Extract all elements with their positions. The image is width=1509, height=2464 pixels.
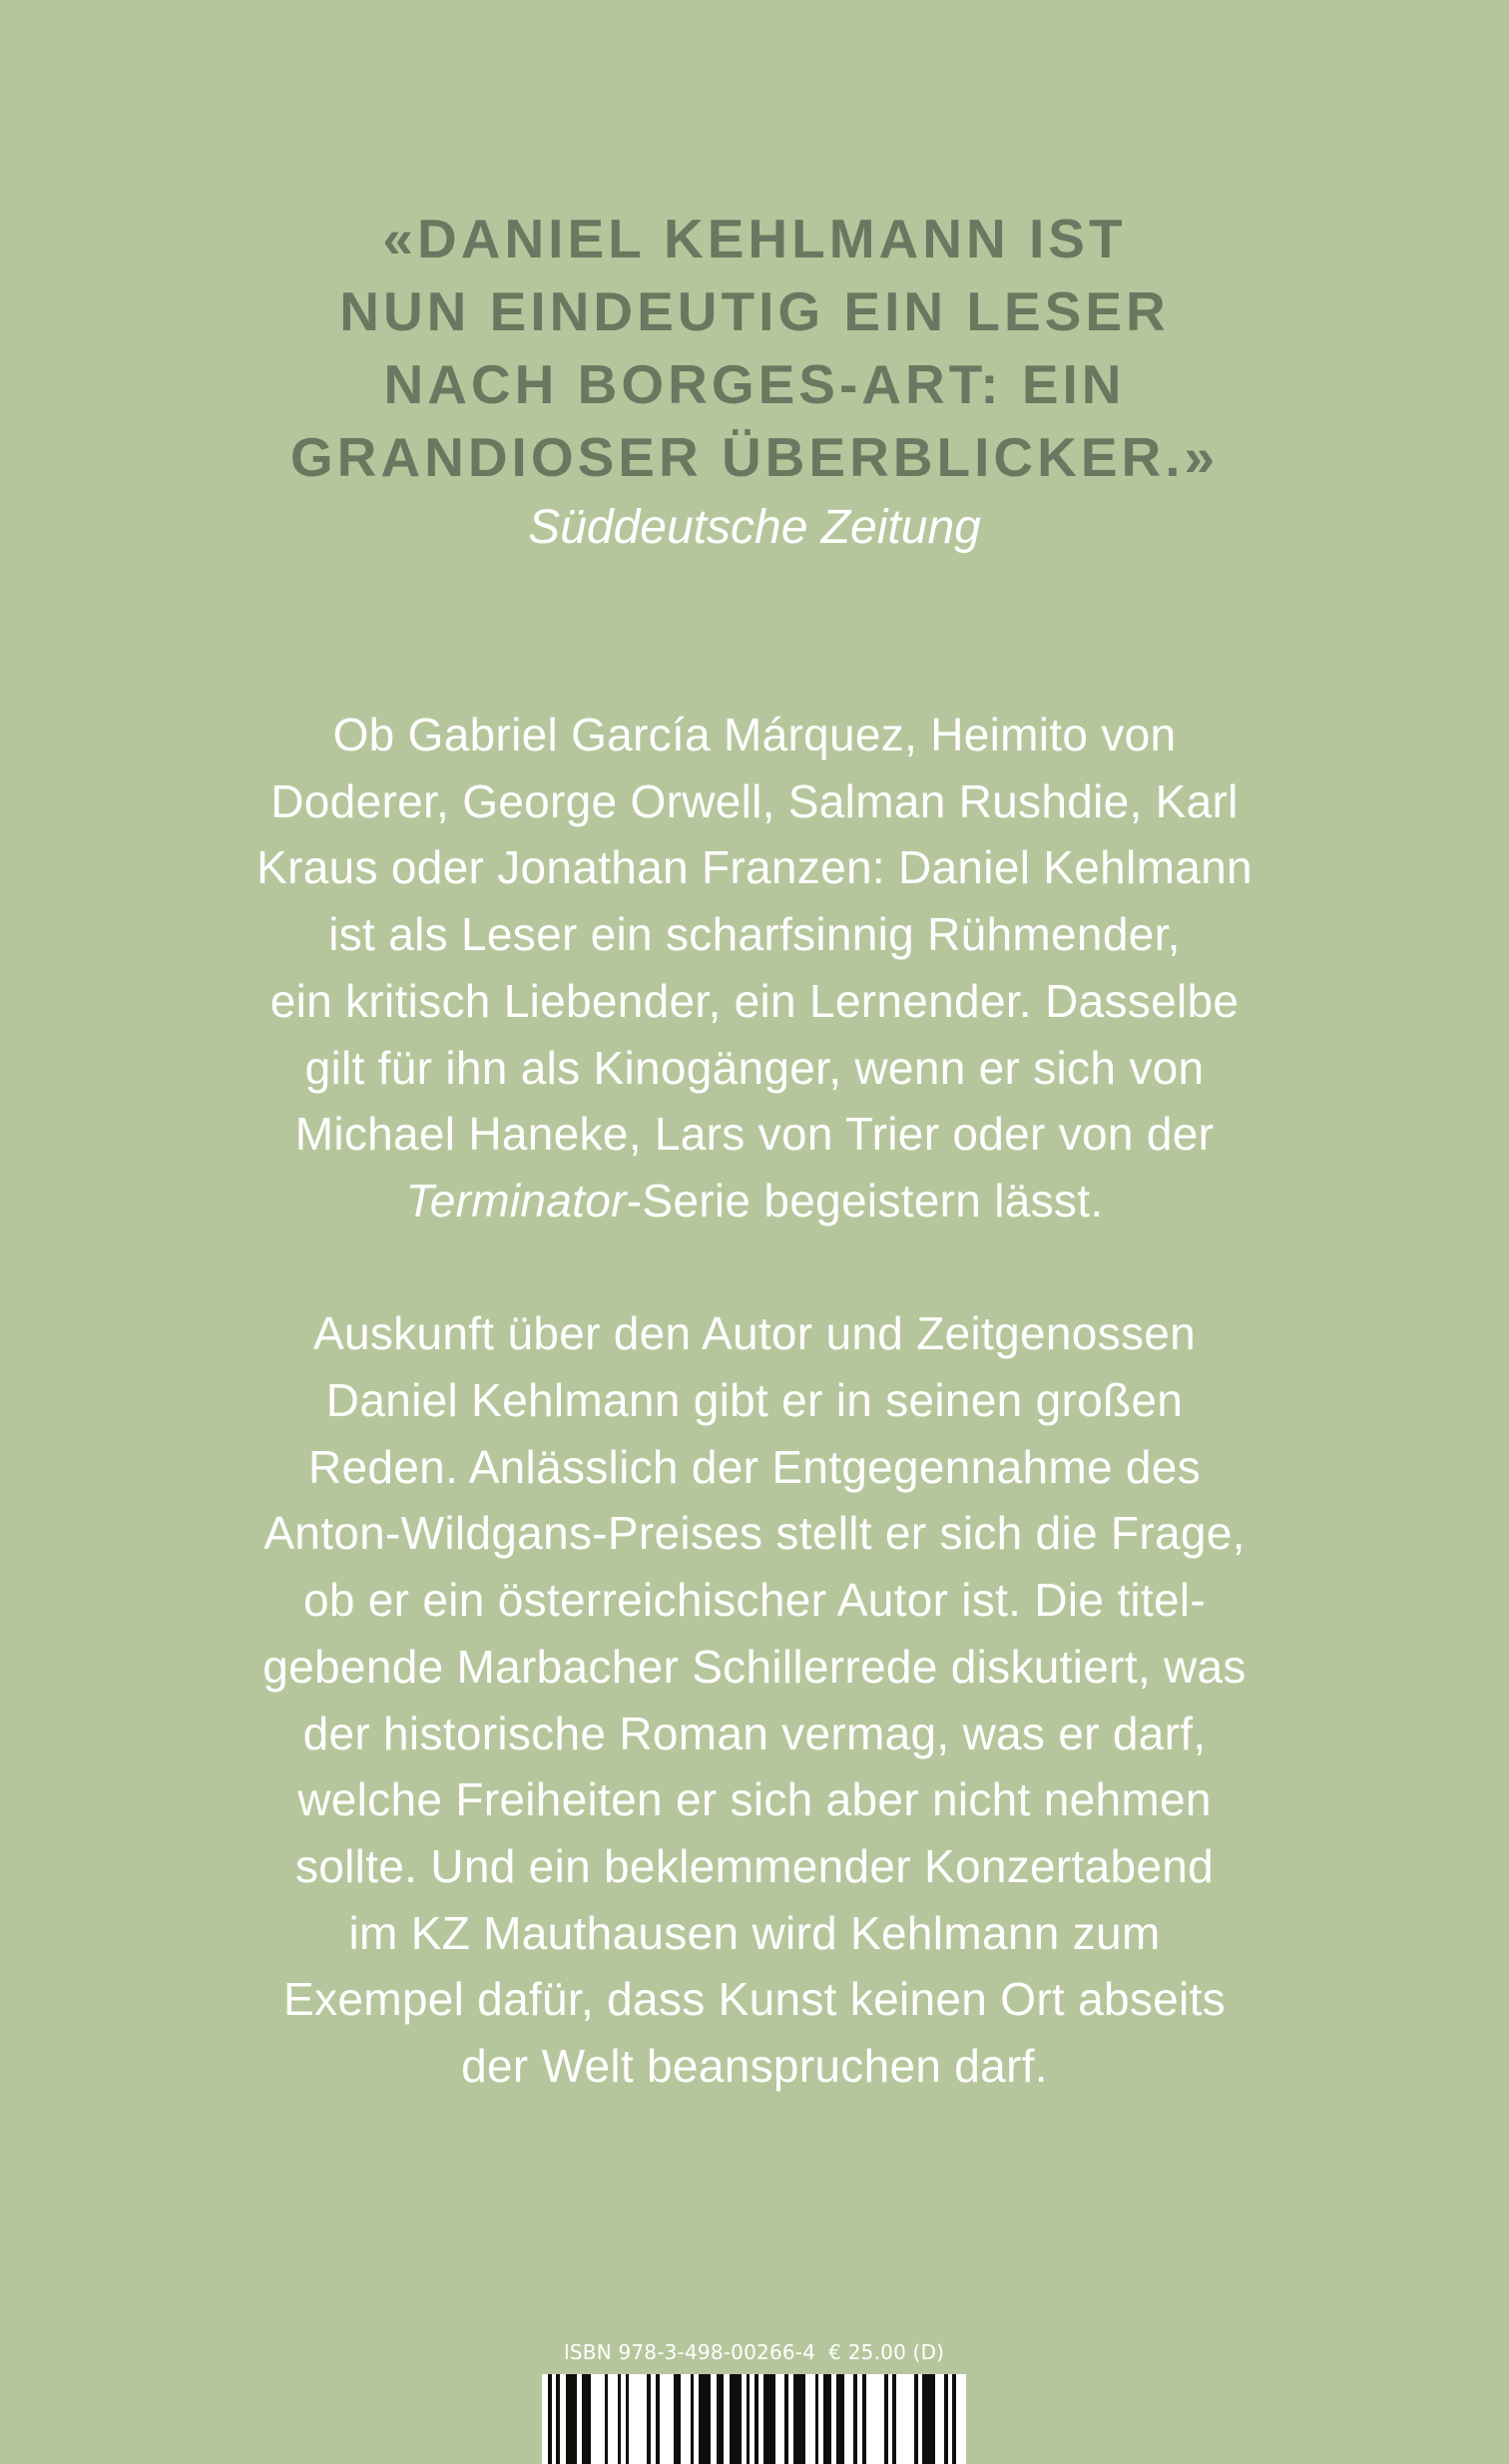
press-quote: [0, 203, 1509, 558]
description-line: gilt für ihn als Kinogänger, wenn er sich von: [304, 1041, 1205, 1094]
description-line: ein kritisch Liebender, ein Lernender. Dasselbe: [269, 974, 1240, 1027]
description-line: welche Freiheiten er sich aber nicht nehmen: [297, 1773, 1212, 1826]
description-line: Anton-Wildgans-Preises stellt er sich die Frage,: [263, 1507, 1246, 1560]
description-line: Daniel Kehlmann gibt er in seinen großen: [325, 1374, 1184, 1427]
description-line: Auskunft über den Autor und Zeitgenossen: [312, 1307, 1197, 1360]
description-line: ist als Leser ein scharfsinnig Rühmender,: [328, 908, 1181, 961]
description-paragraph-1: [0, 702, 1509, 1234]
book-description: [0, 702, 1509, 2166]
description-line: Doderer, George Orwell, Salman Rushdie, Karl: [270, 774, 1239, 827]
description-line: im KZ Mauthausen wird Kehlmann zum: [348, 1906, 1161, 1959]
price: € 25.00 (D): [828, 2340, 945, 2364]
description-line: Kraus oder Jonathan Franzen: Daniel Kehlmann: [256, 841, 1253, 894]
barcode: [542, 2374, 966, 2464]
description-line: Exempel dafür, dass Kunst keinen Ort abseits: [283, 1973, 1226, 2026]
barcode-icon: [542, 2374, 966, 2464]
description-line: ob er ein österreichischer Autor ist. Die titel-: [302, 1574, 1207, 1627]
description-line-rest: -Serie begeistern lässt.: [626, 1174, 1104, 1227]
quote-source: Süddeutsche Zeitung: [528, 501, 981, 554]
description-line: der historische Roman vermag, was er darf,: [302, 1707, 1207, 1759]
isbn-price-label: [542, 2338, 966, 2366]
film-title-italic: Terminator: [405, 1174, 627, 1227]
description-line: gebende Marbacher Schillerrede diskutiert, was: [262, 1640, 1247, 1693]
description-line: Reden. Anlässlich der Entgegennahme des: [308, 1440, 1201, 1493]
quote-line: NUN EINDEUTIG EIN LESER: [339, 280, 1170, 342]
description-line: [0, 1168, 1509, 1234]
description-line: Ob Gabriel García Márquez, Heimito von: [332, 709, 1177, 760]
description-paragraph-2: [0, 1300, 1509, 2099]
description-line: der Welt beanspruchen darf.: [461, 2040, 1048, 2093]
quote-line: GRANDIOSER ÜBERBLICKER.»: [289, 426, 1220, 488]
isbn-number: ISBN 978-3-498-00266-4: [563, 2340, 816, 2364]
quote-line: NACH BORGES-ART: EIN: [383, 353, 1126, 415]
quote-line: «DANIEL KEHLMANN IST: [382, 208, 1127, 269]
description-line: Michael Haneke, Lars von Trier oder von der: [294, 1108, 1215, 1161]
description-line: sollte. Und ein beklemmender Konzertabend: [294, 1839, 1215, 1892]
